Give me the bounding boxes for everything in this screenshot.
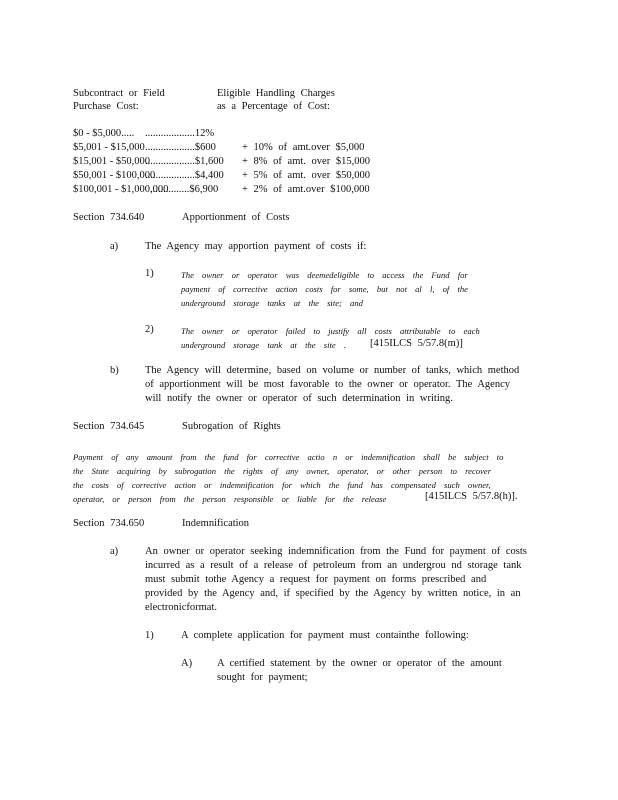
paragraph-line: the costs of corrective action or indemnification for which the fund has compensated such owner,: [73, 480, 491, 490]
table-row-extra: + 8% of amt. over $15,000: [242, 156, 370, 167]
item-label: 1): [145, 630, 154, 641]
table-row-extra: + 2% of amt.over $100,000: [242, 184, 370, 195]
item-label: A): [181, 658, 193, 669]
table-row-base: ...................12%: [145, 128, 215, 139]
table-row-base: ...................$600: [145, 142, 216, 153]
table-row-range: $5,001 - $15,000: [73, 142, 145, 153]
citation: [415ILCS 5/57.8(h)].: [425, 491, 518, 502]
item-label: 2): [145, 324, 154, 335]
table-row-range: $100,001 - $1,000,000: [73, 184, 169, 195]
paragraph-line: underground storage tank at the site .: [181, 340, 346, 350]
item-label: b): [110, 365, 119, 376]
table-header-left-1: Subcontract or Field: [73, 88, 165, 99]
table-row-base: ...................$1,600: [145, 156, 224, 167]
table-row-extra: + 10% of amt.over $5,000: [242, 142, 365, 153]
item-label: a): [110, 546, 119, 557]
paragraph-line: The Agency will determine, based on volume or number of tanks, which method: [145, 365, 520, 376]
table-header-left-2: Purchase Cost:: [73, 101, 139, 112]
table-row-base: ...............$6,900: [150, 184, 219, 195]
table-row-extra: + 5% of amt. over $50,000: [242, 170, 370, 181]
paragraph-line: Payment of any amount from the fund for corrective actio n or indemnification shall be subject to: [73, 452, 504, 462]
table-row-range: $15,001 - $50,000: [73, 156, 150, 167]
paragraph-line: will notify the owner or operator of such determination in writing.: [145, 393, 453, 404]
section-title: Indemnification: [182, 518, 250, 529]
paragraph-line: The owner or operator failed to justify all costs attributable to each: [181, 326, 480, 336]
paragraph-line: A certified statement by the owner or operator of the amount: [217, 658, 502, 669]
section-number: Section 734.640: [73, 212, 145, 223]
table-row-range: $0 - $5,000.....: [73, 128, 135, 139]
paragraph-line: of apportionment will be most favorable to the owner or operator. The Agency: [145, 379, 511, 390]
paragraph-line: must submit tothe Agency a request for payment on forms prescribed and: [145, 574, 487, 585]
paragraph-line: electronicformat.: [145, 602, 218, 613]
section-number: Section 734.645: [73, 421, 145, 432]
section-title: Apportionment of Costs: [182, 212, 290, 223]
paragraph-line: The owner or operator was deemedeligible to access the Fund for: [181, 270, 468, 280]
table-header-right-2: as a Percentage of Cost:: [217, 101, 330, 112]
paragraph-line: incurred as a result of a release of petroleum from an undergrou nd storage tank: [145, 560, 522, 571]
table-header-right-1: Eligible Handling Charges: [217, 88, 335, 99]
paragraph-line: underground storage tanks at the site; and: [181, 298, 363, 308]
section-title: Subrogation of Rights: [182, 421, 281, 432]
paragraph-line: the State acquiring by subrogation the rights of any owner, operator, or other person to recover: [73, 466, 492, 476]
paragraph-line: sought for payment;: [217, 672, 308, 683]
paragraph-text: A complete application for payment must containthe following:: [181, 630, 469, 641]
item-label: a): [110, 241, 119, 252]
table-row-base: ...................$4,400: [145, 170, 224, 181]
citation: [415ILCS 5/57.8(m)]: [370, 338, 463, 349]
paragraph-line: An owner or operator seeking indemnification from the Fund for payment of costs: [145, 546, 527, 557]
item-label: 1): [145, 268, 154, 279]
table-row-range: $50,001 - $100,000: [73, 170, 156, 181]
paragraph-text: The Agency may apportion payment of costs if:: [145, 241, 367, 252]
section-number: Section 734.650: [73, 518, 145, 529]
paragraph-line: payment of corrective action costs for some, but not al l, of the: [181, 284, 468, 294]
paragraph-line: operator, or person from the person responsible or liable for the release: [73, 494, 387, 504]
paragraph-line: provided by the Agency and, if specified by the Agency by written notice, in an: [145, 588, 521, 599]
